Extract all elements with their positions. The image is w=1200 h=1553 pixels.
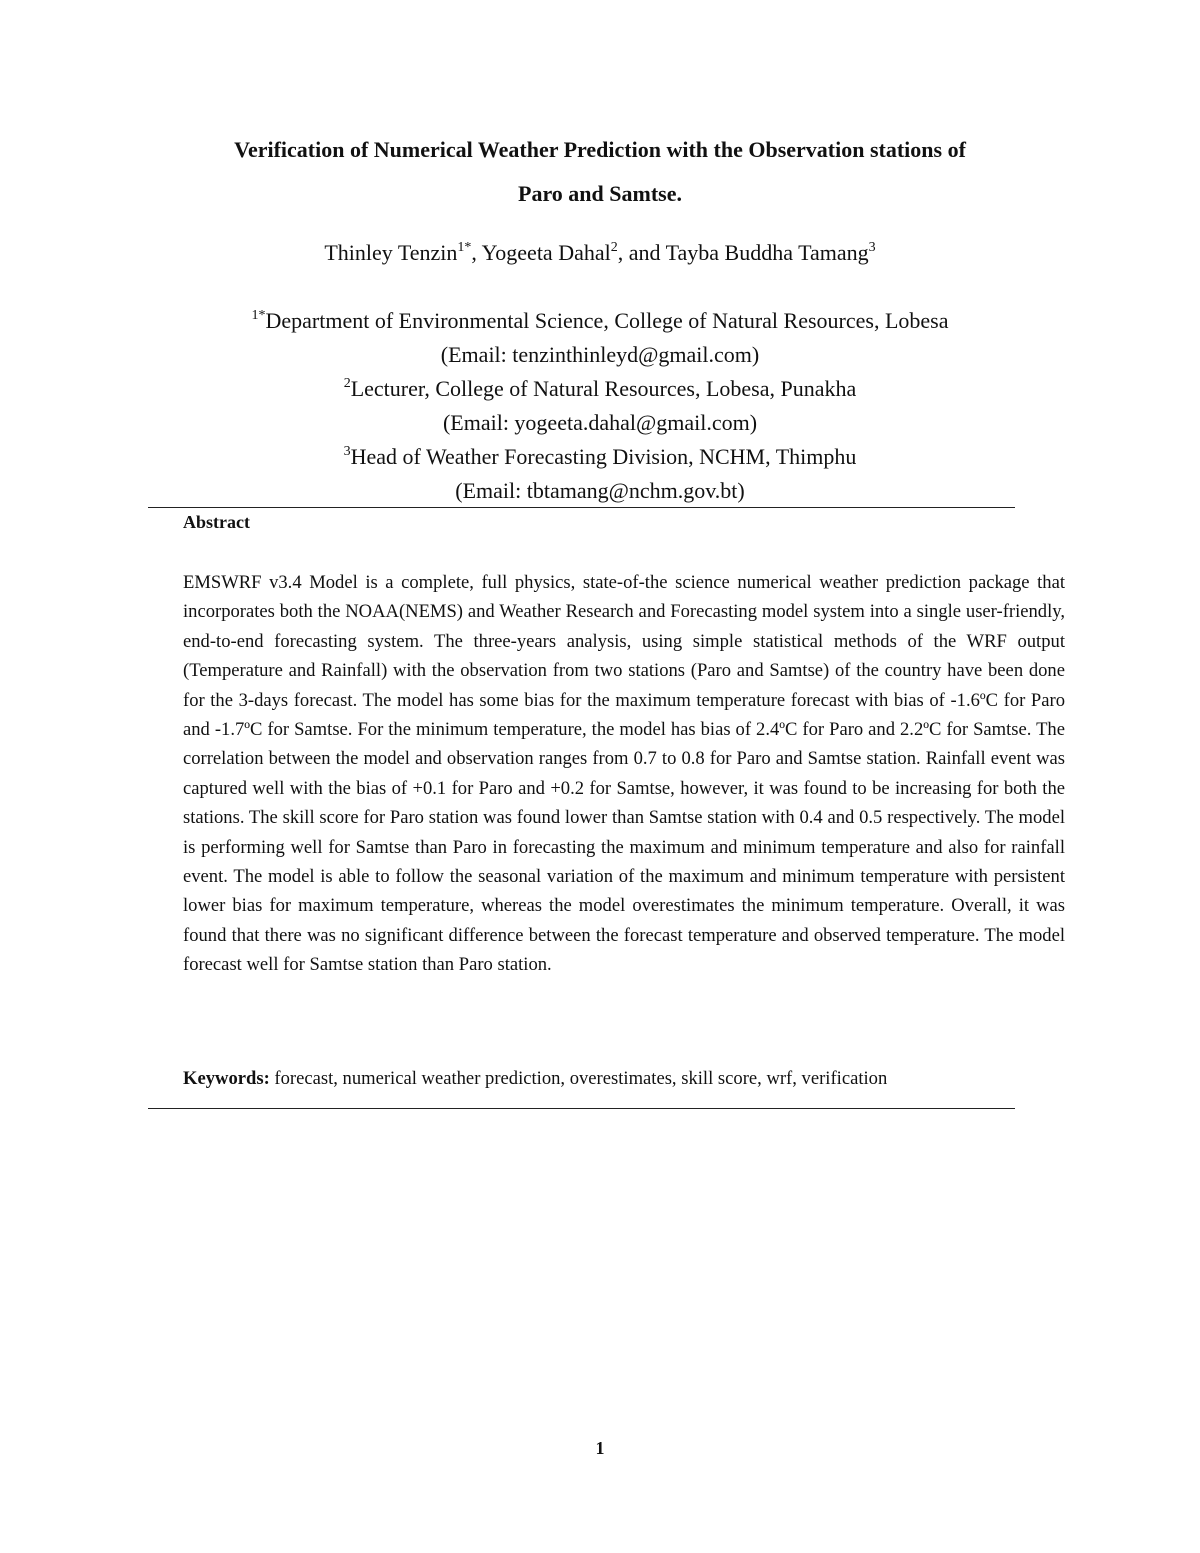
- author-list: [120, 236, 1080, 270]
- author-affiliation-mark: 2: [610, 240, 618, 255]
- author-separator: ,: [471, 240, 482, 265]
- affiliation-list: [120, 304, 1080, 508]
- affiliation-line: [120, 372, 1080, 406]
- keywords-text: forecast, numerical weather prediction, overestimates, skill score, wrf, verification: [269, 1068, 888, 1089]
- affiliation-email: (Email: tbtamang@nchm.gov.bt): [455, 478, 745, 503]
- author-separator: , and: [617, 240, 666, 265]
- keywords: [183, 1065, 1065, 1093]
- affiliation-line: [120, 440, 1080, 474]
- affiliation-mark: 3: [343, 444, 351, 459]
- paper-title-line-1: Verification of Numerical Weather Prediction with the Observation stations of: [234, 137, 966, 162]
- author-name: Tayba Buddha Tamang: [665, 240, 869, 265]
- paper-title-line-2: Paro and Samtse.: [518, 181, 682, 206]
- affiliation-text: Lecturer, College of Natural Resources, Lobesa, Punakha: [350, 376, 857, 401]
- top-divider: [148, 507, 1015, 508]
- keywords-label: Keywords:: [183, 1068, 270, 1089]
- abstract-heading: Abstract: [183, 512, 250, 532]
- author-affiliation-mark: 3: [868, 240, 876, 255]
- affiliation-email: (Email: yogeeta.dahal@gmail.com): [442, 410, 758, 435]
- author-name: Yogeeta Dahal: [481, 240, 611, 265]
- abstract-body: EMSWRF v3.4 Model is a complete, full physics, state-of-the science numerical weather prediction package that incorporates both the NOAA(NEMS) and Weather Research and Forecasting model system into a single user-friendly, end-to-end forecasting system. The three-years analysis, using simple statistical methods of the WRF output (Temperature and Rainfall) with the observation from two stations (Paro and Samtse) of the country have been done for the 3-days forecast. The model has some bias for the maximum temperature forecast with bias of -1.6ºC for Paro and -1.7ºC for Samtse. For the minimum temperature, the model has bias of 2.4ºC for Paro and 2.2ºC for Samtse. The correlation between the model and observation ranges from 0.7 to 0.8 for Paro and Samtse station. Rainfall event was captured well with the bias of +0.1 for Paro and +0.2 for Samtse, however, it was found to be increasing for both the stations. The skill score for Paro station was found lower than Samtse station with 0.4 and 0.5 respectively. The model is performing well for Samtse than Paro in forecasting the maximum and minimum temperature and also for rainfall event. The model is able to follow the seasonal variation of the maximum and minimum temperature with persistent lower bias for maximum temperature, whereas the model overestimates the minimum temperature. Overall, it was found that there was no significant difference between the forecast temperature and observed temperature. The model forecast well for Samtse station than Paro station.: [183, 572, 1065, 976]
- affiliation-line: [120, 304, 1080, 338]
- author-affiliation-mark: 1*: [457, 240, 472, 255]
- author-name: Thinley Tenzin: [324, 240, 458, 265]
- paper-title: [120, 128, 1080, 216]
- bottom-divider: [148, 1108, 1015, 1109]
- affiliation-mark: 1*: [251, 308, 266, 323]
- affiliation-text: Head of Weather Forecasting Division, NCHM, Thimphu: [350, 444, 857, 469]
- affiliation-text: Department of Environmental Science, College of Natural Resources, Lobesa: [265, 308, 949, 333]
- affiliation-mark: 2: [343, 376, 351, 391]
- affiliation-email: (Email: tenzinthinleyd@gmail.com): [440, 342, 760, 367]
- page-number: 1: [595, 1438, 605, 1458]
